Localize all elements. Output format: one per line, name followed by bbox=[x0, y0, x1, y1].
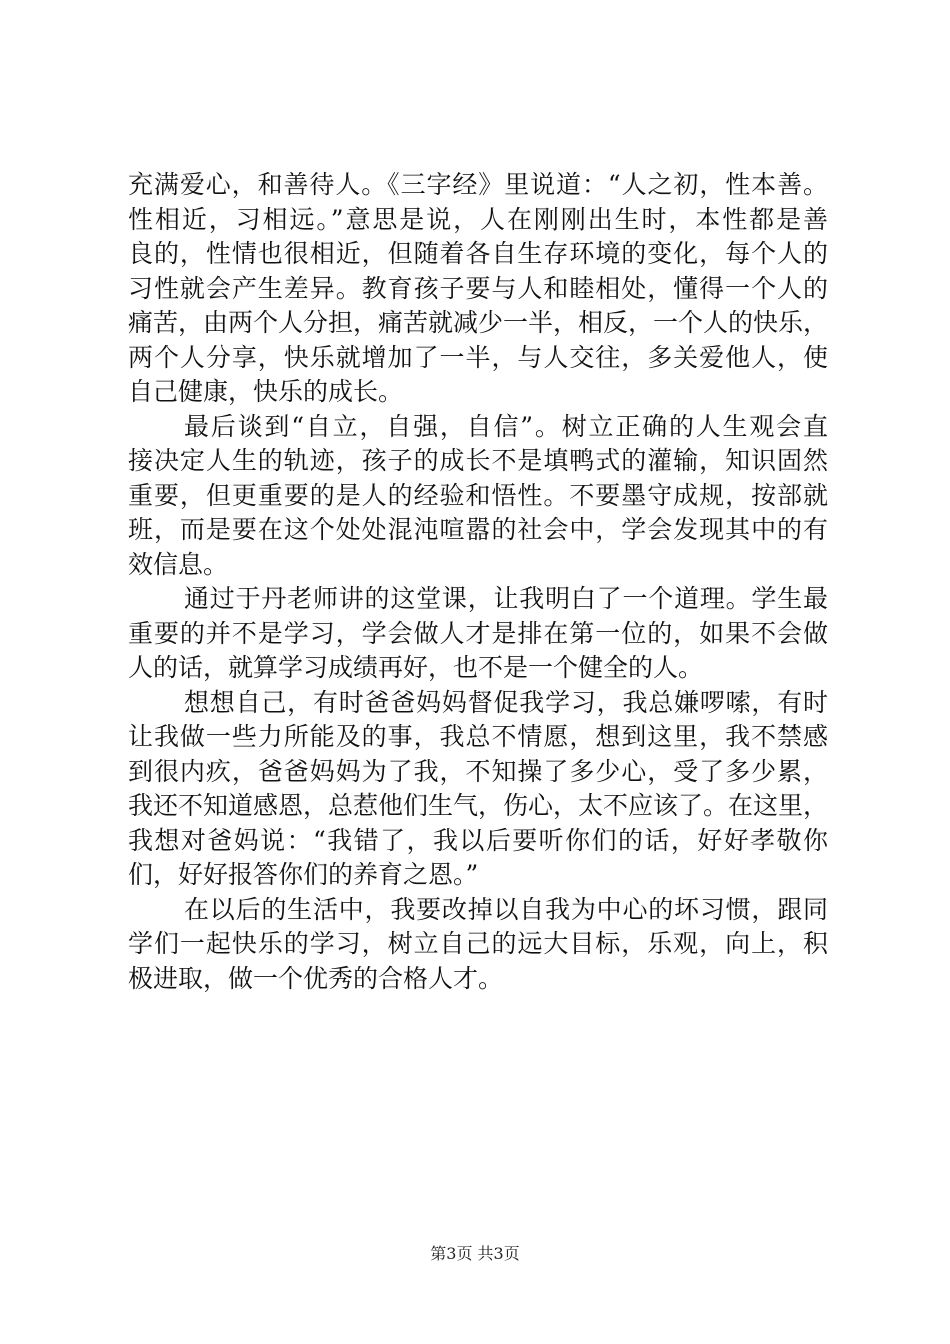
text-line: 重要，但更重要的是人的经验和悟性。不要墨守成规，按部就 bbox=[128, 480, 828, 510]
text-line: 重要的并不是学习，学会做人才是排在第一位的，如果不会做 bbox=[128, 618, 828, 648]
text-line: 想想自己，有时爸爸妈妈督促我学习，我总嫌啰嗦，有时 bbox=[184, 687, 828, 717]
text-line: 学们一起快乐的学习，树立自己的远大目标，乐观，向上，积 bbox=[128, 929, 828, 958]
paragraph bbox=[128, 893, 828, 997]
text-line: 在以后的生活中，我要改掉以自我为中心的坏习惯，跟同 bbox=[184, 894, 828, 924]
text-line: 效信息。 bbox=[128, 549, 229, 579]
paragraph bbox=[128, 168, 828, 410]
document-body bbox=[128, 168, 828, 996]
text-line: 我想对爸妈说：“我错了，我以后要听你们的话，好好孝敬你 bbox=[128, 825, 828, 855]
paragraph bbox=[128, 582, 828, 686]
text-line: 良的，性情也很相近，但随着各自生存环境的变化，每个人的 bbox=[128, 239, 828, 268]
text-line: 自己健康，快乐的成长。 bbox=[128, 377, 404, 406]
text-line: 习性就会产生差异。教育孩子要与人和睦相处，懂得一个人的 bbox=[128, 273, 828, 303]
paragraph bbox=[128, 410, 828, 583]
text-line: 充满爱心，和善待人。《三字经》里说道：“人之初，性本善。 bbox=[128, 170, 828, 199]
text-line: 通过于丹老师讲的这堂课，让我明白了一个道理。学生最 bbox=[184, 584, 828, 613]
text-line: 让我做一些力所能及的事，我总不情愿，想到这里，我不禁感 bbox=[128, 722, 828, 751]
text-line: 接决定人生的轨迹，孩子的成长不是填鸭式的灌输，知识固然 bbox=[128, 446, 828, 475]
text-line: 两个人分享，快乐就增加了一半，与人交往，多关爱他人，使 bbox=[128, 342, 828, 372]
paragraph bbox=[128, 686, 828, 893]
text-line: 性相近，习相远。”意思是说，人在刚刚出生时，本性都是善 bbox=[128, 204, 828, 234]
text-line: 到很内疚，爸爸妈妈为了我，不知操了多少心，受了多少累， bbox=[128, 756, 828, 786]
text-line: 最后谈到“自立，自强，自信”。树立正确的人生观会直 bbox=[184, 411, 828, 441]
text-line: 人的话，就算学习成绩再好，也不是一个健全的人。 bbox=[128, 653, 704, 682]
text-line: 极进取，做一个优秀的合格人才。 bbox=[128, 963, 504, 993]
page-number-footer: 第3页 共3页 bbox=[430, 1244, 520, 1263]
text-line: 我还不知道感恩，总惹他们生气，伤心，太不应该了。在这里， bbox=[128, 791, 828, 820]
text-line: 班，而是要在这个处处混沌喧嚣的社会中，学会发现其中的有 bbox=[128, 515, 828, 544]
text-line: 们，好好报答你们的养育之恩。” bbox=[128, 860, 479, 889]
text-line: 痛苦，由两个人分担，痛苦就减少一半，相反，一个人的快乐， bbox=[128, 308, 828, 337]
